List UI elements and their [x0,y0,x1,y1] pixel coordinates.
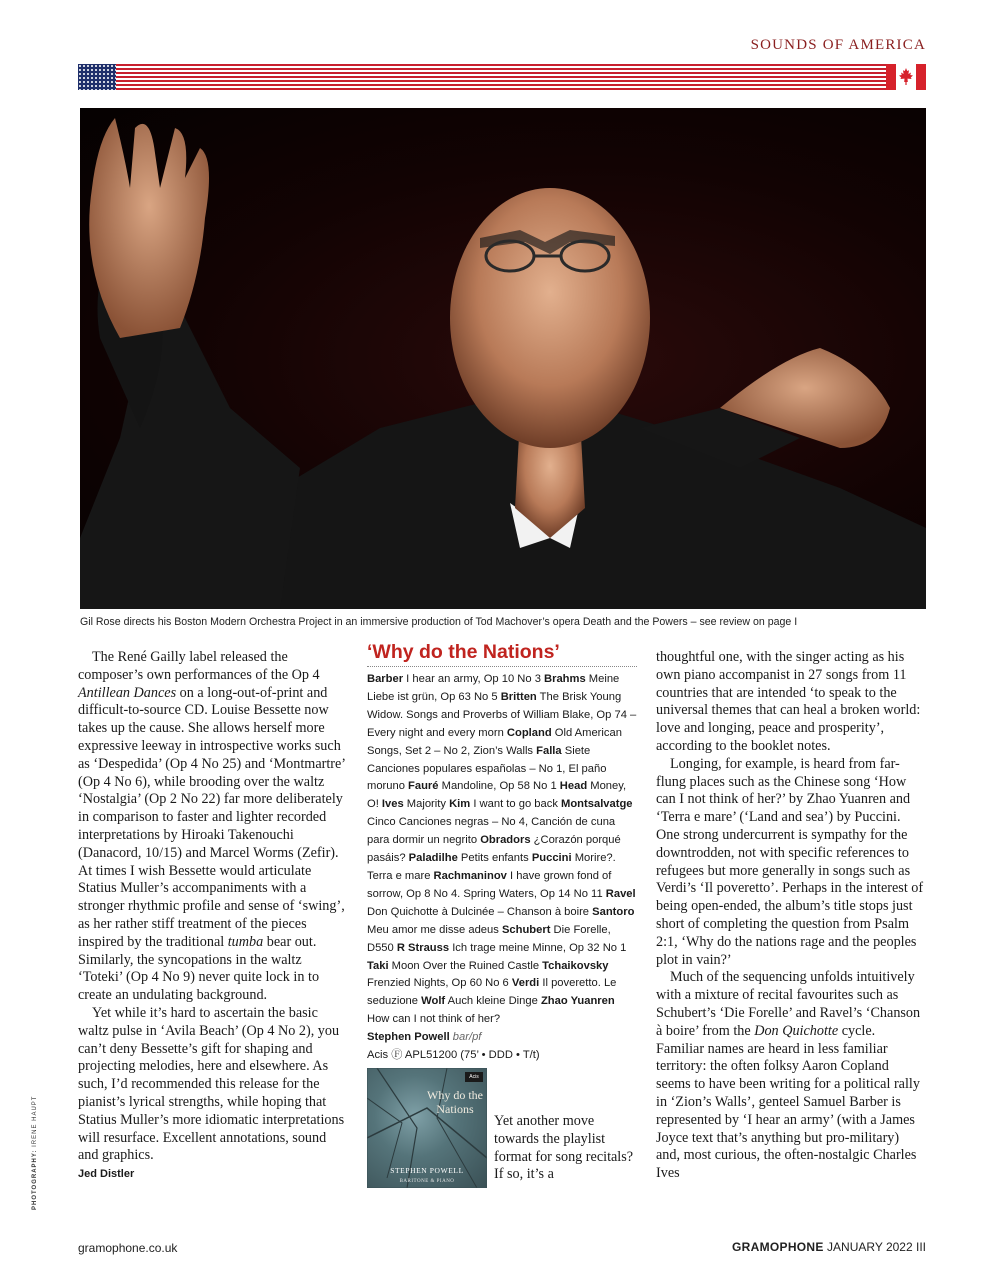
programme-composer: Falla [536,744,562,757]
reviewer-byline: Jed Distler [78,1168,135,1181]
programme-composer: Tchaikovsky [542,959,609,972]
photo-caption: Gil Rose directs his Boston Modern Orchestra Project in an immersive production of Tod Machover’s opera Death and the Powers – see review on page I [80,616,798,628]
programme-composer: R Strauss [396,941,450,954]
album-cover [367,1068,487,1188]
programme-works: Il poveretto. Le seduzione [367,977,617,1008]
programme-works: Money, O! [367,780,627,811]
programme-composer: Ravel [605,887,636,900]
programme-works: The Brisk Young Widow. Songs and Proverbs of William Blake, Op 74 – Every night and every morn [367,690,637,739]
label-line: Acis Ⓕ APL51200 (75’ • DDD • T/t) [367,1049,540,1062]
programme-works: Petits enfants [457,852,532,865]
label-logo: Acis [465,1072,483,1082]
left-paragraph-2: Yet while it’s hard to ascertain the basic waltz pulse in ‘Avila Beach’ (Op 4 No 2), you can’t deny Bessette’s gift for shaping and projecting melodies, here and elsewhere. As such, I’d recommended this release for the pianist’s lyrical strengths, while hoping that Statius Muller’s more idiomatic interpretations will resurface. Excellent annotations, sound and graphics. [78,1004,345,1164]
footer-date: JANUARY 2022 [827,1240,913,1254]
programme-works: Die Forelle, D550 [367,923,611,954]
performer-line: Stephen Powell bar/pf [367,1031,482,1044]
programme-composer: Obradors [480,834,531,847]
programme-works: Auch kleine Dinge [445,995,541,1008]
programme-works: Cinco Canciones negras – No 4, Canción de cuna para dormir un negrito [367,816,616,847]
right-paragraph-3: Much of the sequencing unfolds intuitively with a mixture of recital favourites such as Schubert’s ‘Die Forelle’ and Ravel’s ‘Chanson à boire’ from the Don Quichotte cycle. Familiar names are heard in less familiar territory: the often folksy Aaron Copland seems to have been writing for a political rally in ‘Zion’s Walls’, genteel Samuel Barber is represented by ‘I hear an army’ (with a James Joyce text that’s anything but pro-military) and, most curious, the often-nostalgic Charles Ives [656,969,921,1182]
programme-composer: Verdi [511,977,540,990]
programme-works: ¿Corazón porqué pasáis? [367,834,621,865]
programme-works: Meine Liebe ist grün, Op 63 No 5 [367,673,620,703]
album-cover-title: Why do the Nations [427,1087,483,1116]
programme-works: Mandoline, Op 58 No 1 [438,780,560,793]
programme-composer: Copland [506,726,552,739]
programme-works: Siete Canciones populares españolas – No 1, El paño moruno [367,744,607,793]
programme-composer: Britten [500,690,537,703]
programme-composer: Barber [367,673,404,685]
us-flag-icon [78,64,116,90]
conductor-photo [80,108,926,609]
left-column [78,649,346,1184]
programme-works: Old American Songs, Set 2 – No 2, Zion’s Walls [367,726,622,757]
section-title: SOUNDS OF AMERICA [750,37,926,53]
album-cover-subtitle: BARITONE & PIANO [399,1178,455,1184]
programme-composer: Head [559,780,588,793]
programme-composer: Kim [449,798,471,811]
programme-composer: Montsalvatge [561,798,633,811]
right-paragraph-2: Longing, for example, is heard from far-flung places such as the Chinese song ‘How can I not think of her?’ by Zhao Yuanren and ‘Terra e mare’ (‘Land and sea’) by Puccini. One strong undercurrent is sympathy for the downtrodden, not with specific references to refugees but more generally in songs such as Verdi’s ‘Il poveretto’. Perhaps in the interest of being open-ended, the album’s title stops just short of completing the question from Psalm 2:1, ‘Why do the nations rage and the peoples plot in vain?’ [656,755,924,968]
programme-composer: Brahms [544,673,586,685]
programme-works: How can I not think of her? [367,1013,501,1026]
programme-works: Morire?. Terra e mare [367,852,616,882]
right-paragraph-1: thoughtful one, with the singer acting as his own piano accompanist in 27 songs from 11 countries that are intended ‘to speak to the universal themes that can heal a broken world: love and longing, peace and prosperity’, according to the booklet notes. [656,649,921,754]
programme-works: Majority [403,798,450,811]
review-text-start: Yet another move towards the playlist format for song recitals? If so, it’s a [494,1112,634,1183]
programme-works: Don Quichotte à Dulcinée – Chanson à boire [367,905,593,918]
programme-composer: Schubert [501,923,551,936]
review-block [367,641,637,1193]
programme-works: Ich trage meine Minne, Op 32 No 1 [449,941,627,954]
photo-credit: PHOTOGRAPHY: IRENE HAUPT [32,1095,38,1210]
flag-banner [78,64,926,90]
programme-works: Moon Over the Ruined Castle [388,959,543,972]
canada-flag-icon [886,64,926,90]
left-paragraph-1: The René Gailly label released the composer’s own performances of the Op 4 Antillean Dances on a long-out-of-print and difficult-to-source CD. Louise Bessette now takes up the cause. She allows herself more expressive leeway in introspective works such as ‘Despedida’ (Op 4 No 25) and ‘Montmartre’ (Op 4 No 6), while brooding over the waltz ‘Nostalgia’ (Op 2 No 22) far more deliberately in comparison to faster and lighter recorded interpretations by Hiroaki Takenouchi (Danacord, 10/15) and Marcel Worms (Zefir). At times I wish Bessette would articulate Statius Muller’s accompaniments with a stronger rhythmic profile and sense of ‘swing’, as her rather stiff treatment of the pieces inspired by the traditional tumba bear out. Similarly, the syncopations in the waltz ‘Toteki’ (Op 4 No 9) never quite lock in to create an undulating background. [78,649,345,1004]
programme-composer: Puccini [531,852,572,865]
footer-issue [732,1240,926,1254]
programme-composer: Taki [367,959,389,972]
programme-works: I hear an army, Op 10 No 3 [403,673,545,685]
programme-composer: Zhao Yuanren [540,995,615,1008]
programme-list [367,671,637,1029]
album-cover-artist: STEPHEN POWELL [390,1165,464,1175]
programme-composer: Santoro [592,905,635,918]
footer-page-number: III [915,1240,926,1254]
programme-works: I want to go back [470,798,562,811]
album-row [367,1068,637,1193]
programme-composer: Wolf [421,995,446,1008]
programme-composer: Ives [381,798,404,811]
footer-magazine: GRAMOPHONE [732,1240,824,1254]
right-column [656,649,926,1183]
programme-composer: Rachmaninov [433,869,507,882]
footer-website: gramophone.co.uk [78,1241,178,1255]
programme-composer: Fauré [408,780,439,793]
programme-works: Meu amor me disse adeus [367,923,502,936]
programme-works: I have grown fond of sorrow, Op 8 No 4. Spring Waters, Op 14 No 11 [367,869,612,900]
review-title: ‘Why do the Nations’ [367,641,637,667]
programme-works: Frenzied Nights, Op 60 No 6 [367,977,512,990]
programme-composer: Paladilhe [408,852,458,865]
